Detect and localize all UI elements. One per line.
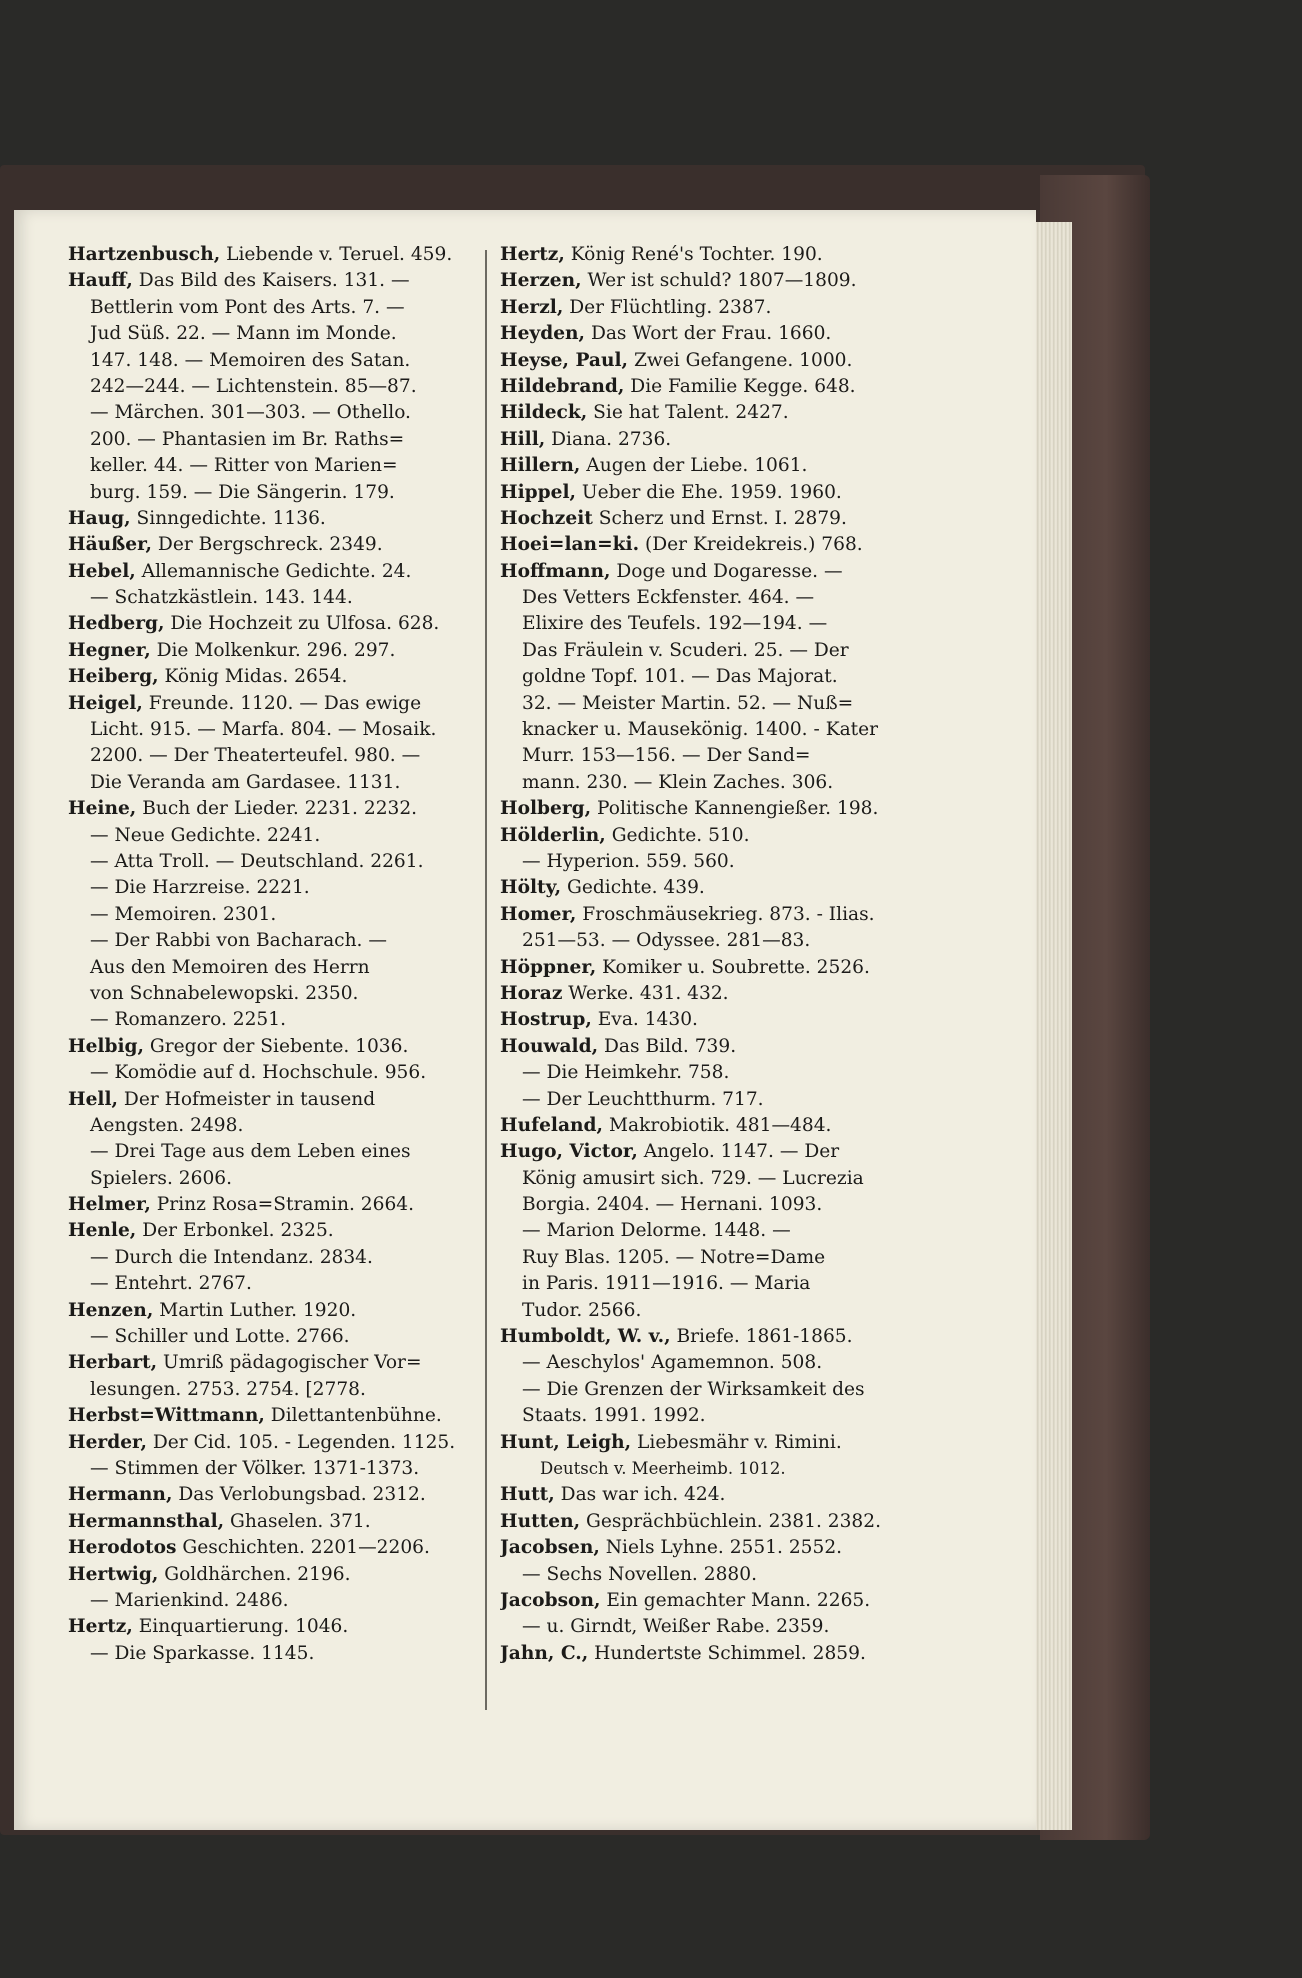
index-entry-line	[68, 955, 488, 981]
entry-headword: Helbig,	[68, 1035, 145, 1057]
index-entry-line	[68, 242, 488, 268]
index-entry-line	[68, 1324, 488, 1350]
left-column	[68, 242, 488, 1667]
index-entry-line	[68, 796, 488, 822]
index-entry-line	[68, 1456, 488, 1482]
entry-text: Zwei Gefangene. 1000.	[628, 349, 853, 371]
entry-headword: Heine,	[68, 798, 137, 820]
entry-text: Scherz und Ernst. I. 2879.	[592, 507, 847, 529]
entry-text: König René's Tochter. 190.	[564, 244, 823, 265]
entry-headword: Houwald,	[500, 1035, 599, 1057]
entry-text: Allemannische Gedichte. 24.	[135, 560, 412, 582]
index-entry-line	[68, 400, 488, 426]
index-entry-line	[500, 1192, 940, 1218]
entry-headword: Hillern,	[500, 455, 581, 477]
entry-headword: Hill,	[500, 428, 546, 450]
entry-headword: Hedberg,	[68, 613, 165, 635]
index-entry-line	[500, 1034, 940, 1060]
entry-headword: Hebel,	[68, 560, 136, 582]
entry-text: — Atta Troll. — Deutschland. 2261.	[90, 850, 424, 872]
index-entry-line	[68, 823, 488, 849]
entry-text: König Midas. 2654.	[158, 666, 348, 688]
index-entry-line	[68, 321, 488, 347]
entry-headword: Henle,	[68, 1220, 137, 1242]
index-entry-line	[68, 295, 488, 321]
entry-text: — Durch die Intendanz. 2834.	[90, 1246, 373, 1268]
index-entry-line	[500, 928, 940, 954]
entry-text: Augen der Liebe. 1061.	[580, 455, 808, 477]
index-entry-line	[68, 981, 488, 1007]
index-entry-line	[68, 691, 488, 717]
entry-headword: Humboldt, W. v.,	[500, 1326, 671, 1348]
entry-text: — Entehrt. 2767.	[90, 1273, 252, 1295]
index-entry-line	[500, 823, 940, 849]
index-entry-line	[500, 585, 940, 611]
index-entry-line	[68, 1218, 488, 1244]
index-entry-line	[500, 1377, 940, 1403]
index-entry-line	[68, 559, 488, 585]
index-entry-line	[500, 691, 940, 717]
entry-text: Das Fräulein v. Scuderi. 25. — Der	[522, 639, 849, 661]
entry-text: Der Erbonkel. 2325.	[136, 1220, 334, 1242]
index-entry-line	[500, 1456, 940, 1482]
index-entry-line	[68, 585, 488, 611]
entry-text: Hundertste Schimmel. 2859.	[588, 1642, 866, 1664]
index-entry-line	[500, 1113, 940, 1139]
entry-text: 147. 148. — Memoiren des Satan.	[90, 349, 411, 371]
entry-text: von Schnabelewopski. 2350.	[90, 982, 359, 1004]
entry-headword: Herzl,	[500, 296, 564, 318]
index-entry-line	[500, 611, 940, 637]
entry-text: Werke. 431. 432.	[562, 982, 729, 1004]
index-entry-line	[500, 1271, 940, 1297]
entry-text: lesungen. 2753. 2754. [2778.	[90, 1378, 366, 1400]
index-entry-line	[500, 1218, 940, 1244]
entry-headword: Hoffmann,	[500, 560, 611, 582]
entry-text: Aengsten. 2498.	[90, 1114, 244, 1136]
index-entry-line	[500, 268, 940, 294]
index-entry-line	[68, 1113, 488, 1139]
index-entry-line	[68, 611, 488, 637]
index-entry-line	[68, 1139, 488, 1165]
entry-text: Gregor der Siebente. 1036.	[144, 1035, 409, 1057]
entry-text: — Marion Delorme. 1448. —	[522, 1220, 791, 1242]
entry-text: — Der Leuchtthurm. 717.	[522, 1088, 764, 1110]
entry-headword: Jahn, C.,	[500, 1642, 589, 1664]
entry-text: Goldhärchen. 2196.	[158, 1563, 351, 1585]
entry-text: — Romanzero. 2251.	[90, 1009, 286, 1031]
entry-text: — Sechs Novellen. 2880.	[522, 1563, 757, 1585]
entry-text: Ruy Blas. 1205. — Notre=Dame	[522, 1246, 826, 1268]
index-entry-line	[500, 796, 940, 822]
entry-text: Geschichten. 2201—2206.	[176, 1537, 430, 1559]
entry-text: Freunde. 1120. — Das ewige	[142, 692, 422, 714]
entry-text: Das Wort der Frau. 1660.	[585, 323, 832, 345]
entry-text: Ghaselen. 371.	[224, 1510, 371, 1532]
entry-text: — Die Heimkehr. 758.	[522, 1062, 730, 1084]
entry-headword: Hertz,	[500, 244, 565, 265]
entry-text: — Die Grenzen der Wirksamkeit des	[522, 1378, 865, 1400]
entry-text: Des Vetters Eckfenster. 464. —	[522, 587, 815, 609]
entry-text: Sinngedichte. 1136.	[130, 507, 326, 529]
entry-text: 251—53. — Odyssee. 281—83.	[522, 930, 811, 952]
index-entry-line	[68, 928, 488, 954]
entry-text: 2200. — Der Theaterteufel. 980. —	[90, 745, 421, 767]
index-entry-line	[500, 1245, 940, 1271]
index-entry-line	[500, 427, 940, 453]
entry-text: Umriß pädagogischer Vor=	[157, 1352, 422, 1374]
index-entry-line	[500, 532, 940, 558]
index-entry-line	[500, 1482, 940, 1508]
entry-headword: Hildeck,	[500, 402, 588, 424]
entry-text: — Schiller und Lotte. 2766.	[90, 1326, 350, 1348]
entry-headword: Hölty,	[500, 877, 562, 899]
entry-text: Das Verlobungsbad. 2312.	[172, 1484, 426, 1506]
index-entry-line	[500, 480, 940, 506]
right-column	[500, 242, 940, 1667]
index-entry-line	[500, 1007, 940, 1033]
entry-text: — Marienkind. 2486.	[90, 1589, 289, 1611]
entry-headword: Heyse, Paul,	[500, 349, 629, 371]
entry-text: Der Flüchtling. 2387.	[563, 296, 772, 318]
entry-text: Der Cid. 105. - Legenden. 1125.	[146, 1431, 456, 1453]
entry-text: Tudor. 2566.	[522, 1299, 642, 1321]
index-entry-line	[500, 1324, 940, 1350]
entry-text: Sie hat Talent. 2427.	[587, 402, 789, 424]
entry-text: Das war ich. 424.	[554, 1484, 726, 1506]
index-entry-line	[500, 770, 940, 796]
entry-headword: Häußer,	[68, 534, 153, 556]
entry-text: Borgia. 2404. — Hernani. 1093.	[522, 1194, 823, 1216]
entry-text: Aus den Memoiren des Herrn	[90, 956, 370, 978]
entry-text: — Neue Gedichte. 2241.	[90, 824, 321, 846]
entry-text: Prinz Rosa=Stramin. 2664.	[150, 1194, 415, 1216]
entry-text: Das Bild des Kaisers. 131. —	[132, 270, 410, 292]
entry-text: Der Bergschreck. 2349.	[152, 534, 383, 556]
index-entry-line	[68, 1271, 488, 1297]
index-entry-line	[68, 770, 488, 796]
index-entry-line	[500, 1139, 940, 1165]
index-entry-line	[68, 638, 488, 664]
entry-text: mann. 230. — Klein Zaches. 306.	[522, 771, 834, 793]
index-entry-line	[68, 1192, 488, 1218]
index-entry-line	[500, 1509, 940, 1535]
index-entry-line	[68, 1087, 488, 1113]
index-entry-line	[68, 268, 488, 294]
index-entry-line	[500, 453, 940, 479]
entry-text: — u. Girndt, Weißer Rabe. 2359.	[522, 1616, 830, 1638]
entry-text: (Der Kreidekreis.) 768.	[639, 534, 863, 556]
index-entry-line	[68, 532, 488, 558]
entry-text: Bettlerin vom Pont des Arts. 7. —	[90, 296, 405, 318]
entry-headword: Herzen,	[500, 270, 582, 292]
entry-text: Eva. 1430.	[591, 1009, 698, 1031]
index-entry-line	[500, 902, 940, 928]
entry-text: Deutsch v. Meerheimb. 1012.	[540, 1458, 786, 1478]
entry-headword: Hell,	[68, 1088, 118, 1110]
index-entry-line	[500, 717, 940, 743]
index-entry-line	[500, 321, 940, 347]
entry-text: — Märchen. 301—303. — Othello.	[90, 402, 411, 424]
index-entry-line	[68, 506, 488, 532]
index-entry-line	[500, 1166, 940, 1192]
index-entry-line	[500, 559, 940, 585]
index-entry-line	[68, 1350, 488, 1376]
entry-headword: Hochzeit	[500, 507, 593, 529]
index-entry-line	[68, 374, 488, 400]
entry-headword: Hegner,	[68, 639, 151, 661]
index-entry-line	[500, 875, 940, 901]
entry-text: — Aeschylos' Agamemnon. 508.	[522, 1352, 823, 1374]
entry-text: Doge und Dogaresse. —	[610, 560, 843, 582]
index-entry-line	[500, 638, 940, 664]
index-entry-line	[500, 1403, 940, 1429]
entry-text: Martin Luther. 1920.	[153, 1299, 357, 1321]
entry-text: Gedichte. 439.	[561, 877, 705, 899]
entry-text: Niels Lyhne. 2551. 2552.	[599, 1537, 843, 1559]
index-entry-line	[68, 1588, 488, 1614]
entry-text: in Paris. 1911—1916. — Maria	[522, 1273, 811, 1295]
index-entry-line	[68, 1535, 488, 1561]
index-entry-line	[500, 1060, 940, 1086]
entry-text: 32. — Meister Martin. 52. — Nuß=	[522, 692, 854, 714]
entry-text: 242—244. — Lichtenstein. 85—87.	[90, 375, 417, 397]
index-entry-line	[68, 1166, 488, 1192]
entry-headword: Hertwig,	[68, 1563, 159, 1585]
entry-text: keller. 44. — Ritter von Marien=	[90, 455, 398, 477]
entry-text: Dilettantenbühne.	[264, 1405, 442, 1427]
index-entry-line	[500, 1562, 940, 1588]
entry-text: Spielers. 2606.	[90, 1167, 233, 1189]
index-entry-line	[500, 981, 940, 1007]
entry-headword: Homer,	[500, 903, 577, 925]
entry-text: Liebesmähr v. Rimini.	[631, 1431, 842, 1453]
index-entry-line	[500, 1588, 940, 1614]
index-entry-line	[500, 1430, 940, 1456]
entry-headword: Jacobsen,	[500, 1537, 600, 1559]
entry-text: — Die Sparkasse. 1145.	[90, 1642, 315, 1664]
page-stack-edge	[1030, 222, 1072, 1830]
entry-headword: Herbst=Wittmann,	[68, 1405, 265, 1427]
index-entry-line	[500, 743, 940, 769]
index-entry-line	[68, 1034, 488, 1060]
entry-text: — Schatzkästlein. 143. 144.	[90, 587, 353, 609]
entry-headword: Hoei=lan=ki.	[500, 534, 640, 556]
entry-headword: Heyden,	[500, 323, 586, 345]
index-entry-line	[500, 400, 940, 426]
entry-text: Jud Süß. 22. — Mann im Monde.	[90, 323, 397, 345]
index-entry-line	[68, 849, 488, 875]
entry-headword: Hölderlin,	[500, 824, 606, 846]
index-entry-line	[500, 1641, 940, 1667]
entry-text: Briefe. 1861-1865.	[670, 1326, 853, 1348]
entry-text: Licht. 915. — Marfa. 804. — Mosaik.	[90, 719, 437, 741]
entry-text: Die Hochzeit zu Ulfosa. 628.	[164, 613, 440, 635]
index-entry-line	[68, 1641, 488, 1667]
index-entry-line	[68, 1007, 488, 1033]
entry-headword: Hildebrand,	[500, 375, 625, 397]
index-entry-line	[500, 664, 940, 690]
entry-text: Politische Kannengießer. 198.	[591, 798, 879, 820]
entry-headword: Hutt,	[500, 1484, 555, 1506]
entry-text: Staats. 1991. 1992.	[522, 1405, 706, 1427]
entry-text: Gedichte. 510.	[605, 824, 750, 846]
index-entry-line	[68, 902, 488, 928]
entry-text: — Drei Tage aus dem Leben eines	[90, 1141, 411, 1163]
index-entry-line	[500, 1350, 940, 1376]
entry-headword: Helmer,	[68, 1194, 151, 1216]
entry-text: Buch der Lieder. 2231. 2232.	[136, 798, 418, 820]
entry-text: Ein gemachter Mann. 2265.	[600, 1589, 871, 1611]
entry-text: — Memoiren. 2301.	[90, 903, 277, 925]
index-entry-line	[68, 427, 488, 453]
entry-text: — Stimmen der Völker. 1371-1373.	[90, 1457, 420, 1479]
entry-headword: Hunt, Leigh,	[500, 1431, 632, 1453]
index-entry-line	[500, 374, 940, 400]
index-entry-line	[68, 1509, 488, 1535]
entry-text: Wer ist schuld? 1807—1809.	[581, 270, 857, 292]
entry-text: Komiker u. Soubrette. 2526.	[596, 956, 870, 978]
entry-text: Die Veranda am Gardasee. 1131.	[90, 771, 401, 793]
entry-headword: Herbart,	[68, 1352, 158, 1374]
entry-text: Angelo. 1147. — Der	[637, 1141, 840, 1163]
entry-text: Das Bild. 739.	[598, 1035, 737, 1057]
index-entry-line	[68, 717, 488, 743]
index-entry-line	[500, 849, 940, 875]
index-entry-line	[500, 1535, 940, 1561]
entry-headword: Haug,	[68, 507, 131, 529]
entry-text: König amusirt sich. 729. — Lucrezia	[522, 1167, 864, 1189]
index-entry-line	[500, 506, 940, 532]
entry-text: — Die Harzreise. 2221.	[90, 877, 310, 899]
entry-text: burg. 159. — Die Sängerin. 179.	[90, 481, 395, 503]
entry-headword: Hermannsthal,	[68, 1510, 225, 1532]
entry-text: — Der Rabbi von Bacharach. —	[90, 930, 387, 952]
index-entry-line	[68, 1430, 488, 1456]
index-entry-line	[68, 1298, 488, 1324]
entry-headword: Hufeland,	[500, 1114, 604, 1136]
index-entry-line	[68, 1403, 488, 1429]
index-entry-line	[500, 242, 940, 268]
entry-text: Die Familie Kegge. 648.	[624, 375, 856, 397]
entry-text: Makrobiotik. 481—484.	[603, 1114, 832, 1136]
index-entry-line	[68, 348, 488, 374]
entry-headword: Hippel,	[500, 481, 577, 503]
entry-text: Der Hofmeister in tausend	[118, 1088, 376, 1110]
index-entry-line	[68, 480, 488, 506]
index-entry-line	[500, 1298, 940, 1324]
entry-headword: Holberg,	[500, 798, 592, 820]
index-entry-line	[500, 1614, 940, 1640]
entry-headword: Hauff,	[68, 270, 133, 292]
entry-text: Gesprächbüchlein. 2381. 2382.	[580, 1510, 881, 1532]
index-entry-line	[500, 348, 940, 374]
entry-headword: Heigel,	[68, 692, 143, 714]
entry-headword: Hartzenbusch,	[68, 244, 221, 265]
index-entry-line	[68, 875, 488, 901]
entry-headword: Herder,	[68, 1431, 147, 1453]
index-entry-line	[68, 453, 488, 479]
entry-headword: Hertz,	[68, 1616, 133, 1638]
index-entry-line	[500, 295, 940, 321]
index-entry-line	[68, 1614, 488, 1640]
entry-headword: Hermann,	[68, 1484, 173, 1506]
entry-text: Elixire des Teufels. 192—194. —	[522, 613, 828, 635]
entry-headword: Jacobson,	[500, 1589, 601, 1611]
entry-text: Die Molkenkur. 296. 297.	[150, 639, 396, 661]
entry-text: Froschmäusekrieg. 873. - Ilias.	[576, 903, 875, 925]
entry-text: — Hyperion. 559. 560.	[522, 850, 735, 872]
index-entry-line	[500, 955, 940, 981]
entry-headword: Hostrup,	[500, 1009, 592, 1031]
entry-text: Liebende v. Teruel. 459.	[220, 244, 453, 265]
index-entry-line	[500, 1087, 940, 1113]
entry-headword: Horaz	[500, 982, 563, 1004]
entry-headword: Herodotos	[68, 1537, 177, 1559]
index-entry-line	[68, 1060, 488, 1086]
entry-text: Einquartierung. 1046.	[132, 1616, 349, 1638]
entry-text: Diana. 2736.	[545, 428, 672, 450]
entry-headword: Hutten,	[500, 1510, 581, 1532]
index-entry-line	[68, 664, 488, 690]
entry-headword: Henzen,	[68, 1299, 154, 1321]
entry-headword: Höppner,	[500, 956, 597, 978]
entry-headword: Hugo, Victor,	[500, 1141, 638, 1163]
index-entry-line	[68, 1562, 488, 1588]
entry-text: 200. — Phantasien im Br. Raths=	[90, 428, 405, 450]
entry-text: goldne Topf. 101. — Das Majorat.	[522, 666, 838, 688]
index-entry-line	[68, 1245, 488, 1271]
entry-text: knacker u. Mausekönig. 1400. - Kater	[522, 719, 879, 741]
entry-headword: Heiberg,	[68, 666, 159, 688]
index-entry-line	[68, 743, 488, 769]
index-entry-line	[68, 1482, 488, 1508]
entry-text: Murr. 153—156. — Der Sand=	[522, 745, 811, 767]
index-entry-line	[68, 1377, 488, 1403]
entry-text: — Komödie auf d. Hochschule. 956.	[90, 1062, 427, 1084]
entry-text: Ueber die Ehe. 1959. 1960.	[576, 481, 842, 503]
